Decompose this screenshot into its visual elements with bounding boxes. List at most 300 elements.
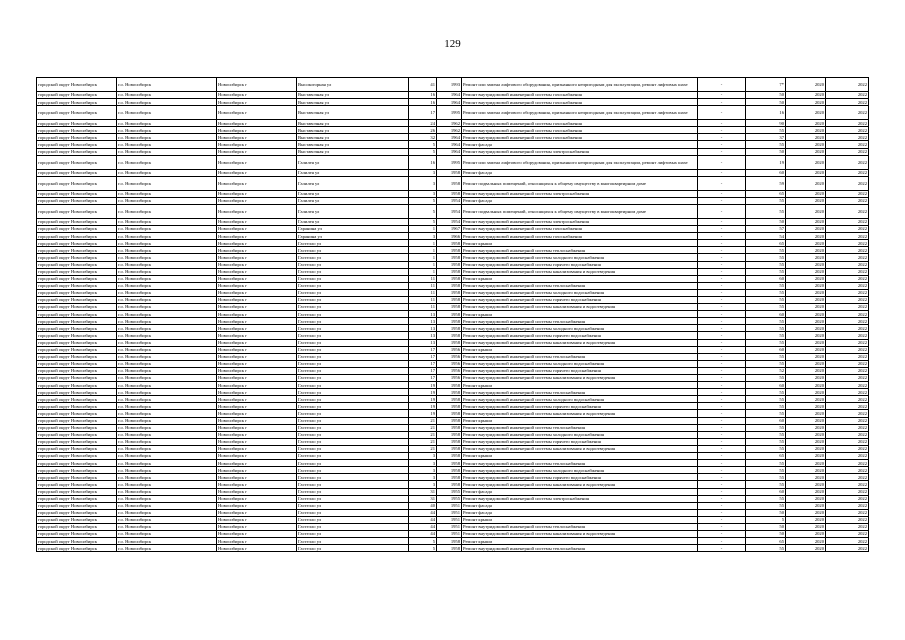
year-end-cell: 2022 bbox=[826, 509, 869, 516]
empty-cell: - bbox=[698, 141, 746, 148]
value-cell: 55 bbox=[746, 247, 786, 254]
empty-cell: - bbox=[698, 204, 746, 218]
house-number-cell: 1 bbox=[409, 226, 437, 233]
year-end-cell: 2022 bbox=[826, 445, 869, 452]
city-cell: Новосибирск г bbox=[217, 438, 297, 445]
empty-cell: - bbox=[698, 120, 746, 127]
empty-cell: - bbox=[698, 375, 746, 382]
district-cell: г.о. Новосибирск bbox=[117, 268, 217, 275]
work-type-cell: Ремонт крыши bbox=[462, 346, 698, 353]
empty-cell: - bbox=[698, 410, 746, 417]
value-cell: 60 bbox=[746, 382, 786, 389]
value-cell: 55 bbox=[746, 502, 786, 509]
municipality-cell: городской округ Новосибирск bbox=[37, 127, 117, 134]
district-cell: г.о. Новосибирск bbox=[117, 296, 217, 303]
house-number-cell: 31 bbox=[409, 495, 437, 502]
house-number-cell: 19 bbox=[409, 403, 437, 410]
municipality-cell: городской округ Новосибирск bbox=[37, 474, 117, 481]
year-end-cell: 2022 bbox=[826, 360, 869, 367]
year-end-cell: 2022 bbox=[826, 523, 869, 530]
value-cell: 55 bbox=[746, 353, 786, 360]
year-end-cell: 2022 bbox=[826, 396, 869, 403]
year-built-cell: 1955 bbox=[437, 488, 462, 495]
year-start-cell: 2020 bbox=[786, 424, 826, 431]
municipality-cell: городской округ Новосибирск bbox=[37, 417, 117, 424]
work-type-cell: Ремонт внутридомовой инженерной системы горячего водоснабжения bbox=[462, 332, 698, 339]
table-row bbox=[37, 403, 869, 410]
street-cell: Галилея ул bbox=[297, 218, 409, 225]
street-cell: Гастелло ул bbox=[297, 445, 409, 452]
municipality-cell: городской округ Новосибирск bbox=[37, 233, 117, 240]
work-type-cell: Ремонт внутридомовой инженерной системы электроснабжения bbox=[462, 218, 698, 225]
work-type-cell: Ремонт внутридомовой инженерной системы теплоснабжения bbox=[462, 247, 698, 254]
year-start-cell: 2020 bbox=[786, 296, 826, 303]
empty-cell: - bbox=[698, 325, 746, 332]
year-end-cell: 2022 bbox=[826, 106, 869, 120]
city-cell: Новосибирск г bbox=[217, 460, 297, 467]
table-row bbox=[37, 190, 869, 197]
house-number-cell: 3 bbox=[409, 467, 437, 474]
work-type-cell: Ремонт внутридомовой инженерной системы канализования и водоотведения bbox=[462, 531, 698, 538]
street-cell: Гастелло ул bbox=[297, 438, 409, 445]
street-cell: Гастелло ул bbox=[297, 403, 409, 410]
table-row bbox=[37, 106, 869, 120]
street-cell: Выставочная ул bbox=[297, 148, 409, 155]
table-row bbox=[37, 424, 869, 431]
work-type-cell: Ремонт внутридомовой инженерной системы канализования и водоотведения bbox=[462, 445, 698, 452]
value-cell: 55 bbox=[746, 403, 786, 410]
empty-cell: - bbox=[698, 176, 746, 190]
year-start-cell: 2020 bbox=[786, 247, 826, 254]
value-cell: 60 bbox=[746, 488, 786, 495]
work-type-cell: Ремонт крыши bbox=[462, 417, 698, 424]
value-cell: 60 bbox=[746, 417, 786, 424]
district-cell: г.о. Новосибирск bbox=[117, 495, 217, 502]
street-cell: Гастелло ул bbox=[297, 460, 409, 467]
table-row bbox=[37, 332, 869, 339]
house-number-cell: 17 bbox=[409, 360, 437, 367]
house-number-cell: 5 bbox=[409, 538, 437, 545]
year-end-cell: 2022 bbox=[826, 367, 869, 374]
empty-cell: - bbox=[698, 240, 746, 247]
table-row bbox=[37, 474, 869, 481]
year-end-cell: 2022 bbox=[826, 346, 869, 353]
year-start-cell: 2020 bbox=[786, 389, 826, 396]
municipality-cell: городской округ Новосибирск bbox=[37, 197, 117, 204]
table-row bbox=[37, 516, 869, 523]
work-type-cell: Ремонт подвальных помещений, относящихся к общему имуществу в многоквартирном доме bbox=[462, 204, 698, 218]
house-number-cell: 24 bbox=[409, 120, 437, 127]
city-cell: Новосибирск г bbox=[217, 538, 297, 545]
year-built-cell: 1958 bbox=[437, 268, 462, 275]
house-number-cell: 11 bbox=[409, 296, 437, 303]
year-built-cell: 1958 bbox=[437, 176, 462, 190]
table-row bbox=[37, 240, 869, 247]
work-type-cell: Ремонт внутридомовой инженерной системы холодного водоснабжения bbox=[462, 289, 698, 296]
work-type-cell: Ремонт внутридомовой инженерной системы горячего водоснабжения bbox=[462, 474, 698, 481]
value-cell: 55 bbox=[746, 360, 786, 367]
empty-cell: - bbox=[698, 247, 746, 254]
year-start-cell: 2020 bbox=[786, 99, 826, 106]
year-start-cell: 2020 bbox=[786, 197, 826, 204]
value-cell: 50 bbox=[746, 509, 786, 516]
street-cell: Галилея ул bbox=[297, 204, 409, 218]
year-start-cell: 2020 bbox=[786, 332, 826, 339]
empty-cell: - bbox=[698, 445, 746, 452]
year-end-cell: 2022 bbox=[826, 148, 869, 155]
year-start-cell: 2020 bbox=[786, 92, 826, 99]
work-type-cell: Ремонт внутридомовой инженерной системы горячего водоснабжения bbox=[462, 296, 698, 303]
page-number: 129 bbox=[444, 38, 461, 50]
year-end-cell: 2022 bbox=[826, 141, 869, 148]
city-cell: Новосибирск г bbox=[217, 296, 297, 303]
table-row bbox=[37, 538, 869, 545]
municipality-cell: городской округ Новосибирск bbox=[37, 261, 117, 268]
table-row bbox=[37, 134, 869, 141]
work-type-cell: Ремонт внутридомовой инженерной системы теплоснабжения bbox=[462, 389, 698, 396]
empty-cell: - bbox=[698, 516, 746, 523]
municipality-cell: городской округ Новосибирск bbox=[37, 495, 117, 502]
year-end-cell: 2022 bbox=[826, 339, 869, 346]
table-row bbox=[37, 304, 869, 311]
value-cell: 60 bbox=[746, 169, 786, 176]
value-cell: 90 bbox=[746, 120, 786, 127]
year-built-cell: 1958 bbox=[437, 247, 462, 254]
year-end-cell: 2022 bbox=[826, 247, 869, 254]
municipality-cell: городской округ Новосибирск bbox=[37, 318, 117, 325]
value-cell: 55 bbox=[746, 396, 786, 403]
table-row bbox=[37, 197, 869, 204]
work-type-cell: Ремонт внутридомовой инженерной системы электроснабжения bbox=[462, 495, 698, 502]
work-type-cell: Ремонт внутридомовой инженерной системы холодного водоснабжения bbox=[462, 431, 698, 438]
empty-cell: - bbox=[698, 275, 746, 282]
house-number-cell: 19 bbox=[409, 396, 437, 403]
municipality-cell: городской округ Новосибирск bbox=[37, 375, 117, 382]
city-cell: Новосибирск г bbox=[217, 488, 297, 495]
municipality-cell: городской округ Новосибирск bbox=[37, 275, 117, 282]
city-cell: Новосибирск г bbox=[217, 424, 297, 431]
street-cell: Гастелло ул bbox=[297, 531, 409, 538]
empty-cell: - bbox=[698, 403, 746, 410]
year-built-cell: 1958 bbox=[437, 538, 462, 545]
district-cell: г.о. Новосибирск bbox=[117, 481, 217, 488]
value-cell: 55 bbox=[746, 296, 786, 303]
value-cell: 55 bbox=[746, 282, 786, 289]
district-cell: г.о. Новосибирск bbox=[117, 389, 217, 396]
city-cell: Новосибирск г bbox=[217, 106, 297, 120]
year-start-cell: 2020 bbox=[786, 417, 826, 424]
year-end-cell: 2022 bbox=[826, 169, 869, 176]
city-cell: Новосибирск г bbox=[217, 268, 297, 275]
value-cell: 55 bbox=[746, 410, 786, 417]
year-built-cell: 1958 bbox=[437, 339, 462, 346]
street-cell: Гастелло ул bbox=[297, 410, 409, 417]
work-type-cell: Ремонт внутридомовой инженерной системы электроснабжения bbox=[462, 148, 698, 155]
city-cell: Новосибирск г bbox=[217, 176, 297, 190]
street-cell: Выставочная ул bbox=[297, 141, 409, 148]
house-number-cell: 3 bbox=[409, 169, 437, 176]
year-built-cell: 1958 bbox=[437, 424, 462, 431]
year-built-cell: 1962 bbox=[437, 127, 462, 134]
city-cell: Новосибирск г bbox=[217, 353, 297, 360]
value-cell: 50 bbox=[746, 531, 786, 538]
year-built-cell: 1958 bbox=[437, 396, 462, 403]
year-start-cell: 2020 bbox=[786, 396, 826, 403]
empty-cell: - bbox=[698, 311, 746, 318]
table-row bbox=[37, 417, 869, 424]
house-number-cell: 40 bbox=[409, 502, 437, 509]
house-number-cell: 5 bbox=[409, 197, 437, 204]
value-cell: 55 bbox=[746, 254, 786, 261]
work-type-cell: Ремонт внутридомовой инженерной системы теплоснабжения bbox=[462, 282, 698, 289]
municipality-cell: городской округ Новосибирск bbox=[37, 141, 117, 148]
year-built-cell: 1958 bbox=[437, 282, 462, 289]
house-number-cell: 3 bbox=[409, 176, 437, 190]
house-number-cell: 11 bbox=[409, 282, 437, 289]
work-type-cell: Ремонт внутридомовой инженерной системы газоснабжения bbox=[462, 226, 698, 233]
table-row bbox=[37, 261, 869, 268]
district-cell: г.о. Новосибирск bbox=[117, 134, 217, 141]
year-start-cell: 2020 bbox=[786, 516, 826, 523]
city-cell: Новосибирск г bbox=[217, 467, 297, 474]
year-built-cell: 1958 bbox=[437, 169, 462, 176]
year-start-cell: 2020 bbox=[786, 509, 826, 516]
year-start-cell: 2020 bbox=[786, 155, 826, 169]
city-cell: Новосибирск г bbox=[217, 516, 297, 523]
city-cell: Новосибирск г bbox=[217, 474, 297, 481]
value-cell: 55 bbox=[746, 495, 786, 502]
table-row bbox=[37, 453, 869, 460]
district-cell: г.о. Новосибирск bbox=[117, 488, 217, 495]
city-cell: Новосибирск г bbox=[217, 396, 297, 403]
work-type-cell: Ремонт подвальных помещений, относящихся к общему имуществу в многоквартирном доме bbox=[462, 176, 698, 190]
year-start-cell: 2020 bbox=[786, 106, 826, 120]
street-cell: Гастелло ул bbox=[297, 417, 409, 424]
year-start-cell: 2020 bbox=[786, 275, 826, 282]
municipality-cell: городской округ Новосибирск bbox=[37, 396, 117, 403]
year-start-cell: 2020 bbox=[786, 325, 826, 332]
house-number-cell: 13 bbox=[409, 332, 437, 339]
house-number-cell: 13 bbox=[409, 325, 437, 332]
house-number-cell: 3 bbox=[409, 233, 437, 240]
city-cell: Новосибирск г bbox=[217, 134, 297, 141]
year-built-cell: 1958 bbox=[437, 318, 462, 325]
house-number-cell: 41 bbox=[409, 78, 437, 92]
table-row bbox=[37, 460, 869, 467]
year-start-cell: 2020 bbox=[786, 169, 826, 176]
year-built-cell: 1958 bbox=[437, 431, 462, 438]
work-type-cell: Ремонт внутридомовой инженерной системы холодного водоснабжения bbox=[462, 360, 698, 367]
municipality-cell: городской округ Новосибирск bbox=[37, 120, 117, 127]
district-cell: г.о. Новосибирск bbox=[117, 204, 217, 218]
work-type-cell: Ремонт внутридомовой инженерной системы канализования и водоотведения bbox=[462, 481, 698, 488]
district-cell: г.о. Новосибирск bbox=[117, 226, 217, 233]
year-built-cell: 1958 bbox=[437, 417, 462, 424]
empty-cell: - bbox=[698, 353, 746, 360]
work-type-cell: Ремонт внутридомовой инженерной системы горячего водоснабжения bbox=[462, 403, 698, 410]
year-end-cell: 2022 bbox=[826, 289, 869, 296]
house-number-cell: 19 bbox=[409, 382, 437, 389]
value-cell: 55 bbox=[746, 289, 786, 296]
table-row bbox=[37, 226, 869, 233]
street-cell: Выставочная ул bbox=[297, 99, 409, 106]
year-built-cell: 1958 bbox=[437, 389, 462, 396]
city-cell: Новосибирск г bbox=[217, 417, 297, 424]
value-cell: 50 bbox=[746, 218, 786, 225]
municipality-cell: городской округ Новосибирск bbox=[37, 346, 117, 353]
year-end-cell: 2022 bbox=[826, 382, 869, 389]
year-end-cell: 2022 bbox=[826, 545, 869, 552]
work-type-cell: Ремонт внутридомовой инженерной системы канализования и водоотведения bbox=[462, 410, 698, 417]
year-start-cell: 2020 bbox=[786, 531, 826, 538]
street-cell: Гастелло ул bbox=[297, 495, 409, 502]
year-built-cell: 1954 bbox=[437, 204, 462, 218]
value-cell: 55 bbox=[746, 204, 786, 218]
street-cell: Гастелло ул bbox=[297, 282, 409, 289]
city-cell: Новосибирск г bbox=[217, 495, 297, 502]
street-cell: Гастелло ул bbox=[297, 289, 409, 296]
year-built-cell: 1958 bbox=[437, 410, 462, 417]
empty-cell: - bbox=[698, 396, 746, 403]
house-number-cell: 1 bbox=[409, 247, 437, 254]
city-cell: Новосибирск г bbox=[217, 509, 297, 516]
district-cell: г.о. Новосибирск bbox=[117, 360, 217, 367]
district-cell: г.о. Новосибирск bbox=[117, 410, 217, 417]
empty-cell: - bbox=[698, 304, 746, 311]
empty-cell: - bbox=[698, 296, 746, 303]
municipality-cell: городской округ Новосибирск bbox=[37, 360, 117, 367]
work-type-cell: Ремонт фасада bbox=[462, 502, 698, 509]
year-end-cell: 2022 bbox=[826, 99, 869, 106]
street-cell: Гастелло ул bbox=[297, 424, 409, 431]
year-start-cell: 2020 bbox=[786, 495, 826, 502]
city-cell: Новосибирск г bbox=[217, 311, 297, 318]
municipality-cell: городской округ Новосибирск bbox=[37, 403, 117, 410]
year-start-cell: 2020 bbox=[786, 176, 826, 190]
work-type-cell: Ремонт внутридомовой инженерной системы холодного водоснабжения bbox=[462, 467, 698, 474]
value-cell: 55 bbox=[746, 545, 786, 552]
year-end-cell: 2022 bbox=[826, 353, 869, 360]
house-number-cell: 13 bbox=[409, 339, 437, 346]
city-cell: Новосибирск г bbox=[217, 375, 297, 382]
house-number-cell: 3 bbox=[409, 190, 437, 197]
work-type-cell: Ремонт крыши bbox=[462, 538, 698, 545]
municipality-cell: городской округ Новосибирск bbox=[37, 367, 117, 374]
empty-cell: - bbox=[698, 346, 746, 353]
district-cell: г.о. Новосибирск bbox=[117, 247, 217, 254]
city-cell: Новосибирск г bbox=[217, 410, 297, 417]
value-cell: 55 bbox=[746, 438, 786, 445]
empty-cell: - bbox=[698, 226, 746, 233]
district-cell: г.о. Новосибирск bbox=[117, 453, 217, 460]
district-cell: г.о. Новосибирск bbox=[117, 311, 217, 318]
table-row bbox=[37, 382, 869, 389]
city-cell: Новосибирск г bbox=[217, 403, 297, 410]
district-cell: г.о. Новосибирск bbox=[117, 148, 217, 155]
municipality-cell: городской округ Новосибирск bbox=[37, 424, 117, 431]
year-start-cell: 2020 bbox=[786, 474, 826, 481]
empty-cell: - bbox=[698, 155, 746, 169]
street-cell: Гастелло ул bbox=[297, 474, 409, 481]
municipality-cell: городской округ Новосибирск bbox=[37, 516, 117, 523]
table-row bbox=[37, 445, 869, 452]
year-built-cell: 1958 bbox=[437, 445, 462, 452]
value-cell: 37 bbox=[746, 134, 786, 141]
year-end-cell: 2022 bbox=[826, 453, 869, 460]
year-start-cell: 2020 bbox=[786, 403, 826, 410]
street-cell: Гастелло ул bbox=[297, 240, 409, 247]
year-start-cell: 2020 bbox=[786, 240, 826, 247]
year-built-cell: 1964 bbox=[437, 141, 462, 148]
street-cell: Гастелло ул bbox=[297, 396, 409, 403]
year-end-cell: 2022 bbox=[826, 233, 869, 240]
year-built-cell: 1966 bbox=[437, 233, 462, 240]
table-row bbox=[37, 282, 869, 289]
empty-cell: - bbox=[698, 431, 746, 438]
year-built-cell: 1958 bbox=[437, 460, 462, 467]
year-start-cell: 2020 bbox=[786, 523, 826, 530]
municipality-cell: городской округ Новосибирск bbox=[37, 268, 117, 275]
empty-cell: - bbox=[698, 453, 746, 460]
street-cell: Гастелло ул bbox=[297, 360, 409, 367]
street-cell: Выставочная ул bbox=[297, 120, 409, 127]
value-cell: 57 bbox=[746, 226, 786, 233]
district-cell: г.о. Новосибирск bbox=[117, 325, 217, 332]
year-end-cell: 2022 bbox=[826, 275, 869, 282]
year-built-cell: 1951 bbox=[437, 523, 462, 530]
value-cell: 55 bbox=[746, 481, 786, 488]
table-row bbox=[37, 531, 869, 538]
city-cell: Новосибирск г bbox=[217, 254, 297, 261]
year-end-cell: 2022 bbox=[826, 460, 869, 467]
value-cell: 55 bbox=[746, 332, 786, 339]
value-cell: 50 bbox=[746, 92, 786, 99]
table-row bbox=[37, 155, 869, 169]
value-cell: 65 bbox=[746, 453, 786, 460]
year-start-cell: 2020 bbox=[786, 141, 826, 148]
table-row bbox=[37, 99, 869, 106]
value-cell: 55 bbox=[746, 424, 786, 431]
municipality-cell: городской округ Новосибирск bbox=[37, 389, 117, 396]
city-cell: Новосибирск г bbox=[217, 318, 297, 325]
year-end-cell: 2022 bbox=[826, 424, 869, 431]
house-number-cell: 1 bbox=[409, 261, 437, 268]
work-type-cell: Ремонт крыши bbox=[462, 240, 698, 247]
district-cell: г.о. Новосибирск bbox=[117, 445, 217, 452]
year-end-cell: 2022 bbox=[826, 375, 869, 382]
street-cell: Гастелло ул bbox=[297, 382, 409, 389]
street-cell: Галилея ул bbox=[297, 169, 409, 176]
year-start-cell: 2020 bbox=[786, 218, 826, 225]
city-cell: Новосибирск г bbox=[217, 78, 297, 92]
value-cell: 55 bbox=[746, 261, 786, 268]
year-built-cell: 1951 bbox=[437, 509, 462, 516]
year-start-cell: 2020 bbox=[786, 502, 826, 509]
city-cell: Новосибирск г bbox=[217, 389, 297, 396]
table-row bbox=[37, 360, 869, 367]
city-cell: Новосибирск г bbox=[217, 99, 297, 106]
year-end-cell: 2022 bbox=[826, 311, 869, 318]
empty-cell: - bbox=[698, 382, 746, 389]
value-cell: 55 bbox=[746, 474, 786, 481]
value-cell: 65 bbox=[746, 538, 786, 545]
municipality-cell: городской округ Новосибирск bbox=[37, 106, 117, 120]
district-cell: г.о. Новосибирск bbox=[117, 169, 217, 176]
year-start-cell: 2020 bbox=[786, 311, 826, 318]
empty-cell: - bbox=[698, 502, 746, 509]
municipality-cell: городской округ Новосибирск bbox=[37, 332, 117, 339]
work-type-cell: Ремонт внутридомовой инженерной системы теплоснабжения bbox=[462, 353, 698, 360]
